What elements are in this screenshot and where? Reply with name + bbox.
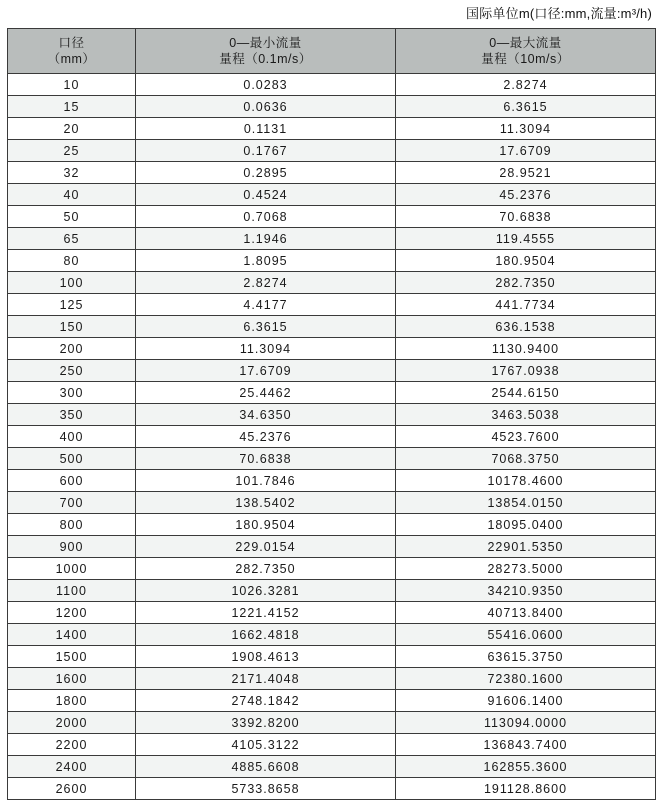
cell-min-flow: 4105.3122 — [136, 734, 396, 756]
cell-diameter: 1600 — [8, 668, 136, 690]
cell-min-flow: 1.8095 — [136, 250, 396, 272]
cell-diameter: 1400 — [8, 624, 136, 646]
column-header-min-flow-line2: 量程（0.1m/s） — [219, 52, 312, 66]
cell-min-flow: 2748.1842 — [136, 690, 396, 712]
cell-min-flow: 2171.4048 — [136, 668, 396, 690]
cell-max-flow: 4523.7600 — [396, 426, 656, 448]
cell-max-flow: 1130.9400 — [396, 338, 656, 360]
column-header-max-flow-line1: 0—最大流量 — [489, 36, 562, 50]
cell-min-flow: 0.2895 — [136, 162, 396, 184]
cell-min-flow: 25.4462 — [136, 382, 396, 404]
cell-diameter: 32 — [8, 162, 136, 184]
cell-diameter: 400 — [8, 426, 136, 448]
cell-max-flow: 180.9504 — [396, 250, 656, 272]
cell-max-flow: 7068.3750 — [396, 448, 656, 470]
cell-max-flow: 13854.0150 — [396, 492, 656, 514]
table-row — [8, 558, 656, 580]
table-body — [8, 74, 656, 800]
cell-diameter: 1200 — [8, 602, 136, 624]
cell-max-flow: 22901.5350 — [396, 536, 656, 558]
cell-diameter: 900 — [8, 536, 136, 558]
table-row — [8, 360, 656, 382]
cell-diameter: 500 — [8, 448, 136, 470]
cell-min-flow: 45.2376 — [136, 426, 396, 448]
cell-diameter: 1500 — [8, 646, 136, 668]
cell-max-flow: 441.7734 — [396, 294, 656, 316]
cell-min-flow: 1026.3281 — [136, 580, 396, 602]
column-header-diameter-line2: （mm） — [47, 52, 96, 66]
cell-min-flow: 3392.8200 — [136, 712, 396, 734]
column-header-max-flow-line2: 量程（10m/s） — [481, 52, 570, 66]
cell-max-flow: 282.7350 — [396, 272, 656, 294]
cell-max-flow: 2544.6150 — [396, 382, 656, 404]
table-row — [8, 118, 656, 140]
cell-diameter: 300 — [8, 382, 136, 404]
table-header — [8, 29, 656, 74]
cell-diameter: 1800 — [8, 690, 136, 712]
column-header-diameter — [8, 29, 136, 74]
cell-min-flow: 138.5402 — [136, 492, 396, 514]
cell-max-flow: 40713.8400 — [396, 602, 656, 624]
table-row — [8, 140, 656, 162]
table-row — [8, 536, 656, 558]
table-row — [8, 250, 656, 272]
cell-diameter: 350 — [8, 404, 136, 426]
cell-diameter: 150 — [8, 316, 136, 338]
table-row — [8, 602, 656, 624]
table-row — [8, 580, 656, 602]
cell-diameter: 1100 — [8, 580, 136, 602]
table-row — [8, 96, 656, 118]
cell-min-flow: 5733.8658 — [136, 778, 396, 800]
column-header-diameter-line1: 口径 — [58, 36, 85, 50]
table-header-row — [8, 29, 656, 74]
cell-diameter: 700 — [8, 492, 136, 514]
cell-max-flow: 1767.0938 — [396, 360, 656, 382]
table-row — [8, 646, 656, 668]
cell-max-flow: 63615.3750 — [396, 646, 656, 668]
cell-max-flow: 636.1538 — [396, 316, 656, 338]
cell-diameter: 1000 — [8, 558, 136, 580]
cell-diameter: 15 — [8, 96, 136, 118]
cell-diameter: 2000 — [8, 712, 136, 734]
cell-diameter: 80 — [8, 250, 136, 272]
table-row — [8, 228, 656, 250]
cell-max-flow: 6.3615 — [396, 96, 656, 118]
cell-min-flow: 0.7068 — [136, 206, 396, 228]
cell-max-flow: 70.6838 — [396, 206, 656, 228]
table-caption: 国际单位m(口径:mm,流量:m³/h) — [466, 6, 652, 21]
cell-min-flow: 34.6350 — [136, 404, 396, 426]
column-header-max-flow — [396, 29, 656, 74]
cell-max-flow: 55416.0600 — [396, 624, 656, 646]
cell-min-flow: 0.0283 — [136, 74, 396, 96]
table-row — [8, 162, 656, 184]
cell-min-flow: 2.8274 — [136, 272, 396, 294]
table-row — [8, 756, 656, 778]
cell-max-flow: 162855.3600 — [396, 756, 656, 778]
table-row — [8, 294, 656, 316]
table-row — [8, 624, 656, 646]
table-row — [8, 734, 656, 756]
cell-min-flow: 17.6709 — [136, 360, 396, 382]
table-row — [8, 426, 656, 448]
cell-max-flow: 72380.1600 — [396, 668, 656, 690]
cell-min-flow: 0.1767 — [136, 140, 396, 162]
cell-min-flow: 1221.4152 — [136, 602, 396, 624]
cell-max-flow: 11.3094 — [396, 118, 656, 140]
table-row — [8, 404, 656, 426]
cell-min-flow: 70.6838 — [136, 448, 396, 470]
column-header-min-flow-line1: 0—最小流量 — [229, 36, 302, 50]
cell-max-flow: 28.9521 — [396, 162, 656, 184]
cell-max-flow: 10178.4600 — [396, 470, 656, 492]
cell-diameter: 10 — [8, 74, 136, 96]
cell-max-flow: 119.4555 — [396, 228, 656, 250]
table-row — [8, 778, 656, 800]
column-header-min-flow — [136, 29, 396, 74]
cell-min-flow: 1908.4613 — [136, 646, 396, 668]
cell-max-flow: 191128.8600 — [396, 778, 656, 800]
table-row — [8, 338, 656, 360]
cell-max-flow: 28273.5000 — [396, 558, 656, 580]
table-row — [8, 184, 656, 206]
cell-diameter: 125 — [8, 294, 136, 316]
cell-diameter: 2400 — [8, 756, 136, 778]
cell-min-flow: 6.3615 — [136, 316, 396, 338]
cell-max-flow: 2.8274 — [396, 74, 656, 96]
cell-diameter: 100 — [8, 272, 136, 294]
cell-diameter: 2200 — [8, 734, 136, 756]
cell-max-flow: 91606.1400 — [396, 690, 656, 712]
cell-max-flow: 45.2376 — [396, 184, 656, 206]
table-row — [8, 712, 656, 734]
table-row — [8, 668, 656, 690]
cell-min-flow: 1662.4818 — [136, 624, 396, 646]
table-row — [8, 470, 656, 492]
table-row — [8, 382, 656, 404]
table-row — [8, 74, 656, 96]
cell-min-flow: 0.0636 — [136, 96, 396, 118]
cell-max-flow: 136843.7400 — [396, 734, 656, 756]
cell-diameter: 600 — [8, 470, 136, 492]
cell-min-flow: 180.9504 — [136, 514, 396, 536]
cell-diameter: 800 — [8, 514, 136, 536]
cell-min-flow: 11.3094 — [136, 338, 396, 360]
cell-min-flow: 0.1131 — [136, 118, 396, 140]
table-row — [8, 514, 656, 536]
cell-min-flow: 101.7846 — [136, 470, 396, 492]
cell-diameter: 65 — [8, 228, 136, 250]
cell-diameter: 25 — [8, 140, 136, 162]
cell-min-flow: 4.4177 — [136, 294, 396, 316]
cell-min-flow: 282.7350 — [136, 558, 396, 580]
cell-max-flow: 18095.0400 — [396, 514, 656, 536]
flow-range-table — [7, 28, 656, 800]
table-row — [8, 206, 656, 228]
cell-min-flow: 4885.6608 — [136, 756, 396, 778]
table-row — [8, 448, 656, 470]
cell-diameter: 20 — [8, 118, 136, 140]
cell-diameter: 2600 — [8, 778, 136, 800]
table-row — [8, 690, 656, 712]
cell-min-flow: 229.0154 — [136, 536, 396, 558]
cell-min-flow: 0.4524 — [136, 184, 396, 206]
cell-diameter: 40 — [8, 184, 136, 206]
table-row — [8, 316, 656, 338]
table-row — [8, 492, 656, 514]
cell-min-flow: 1.1946 — [136, 228, 396, 250]
cell-diameter: 250 — [8, 360, 136, 382]
cell-max-flow: 113094.0000 — [396, 712, 656, 734]
cell-max-flow: 17.6709 — [396, 140, 656, 162]
cell-max-flow: 3463.5038 — [396, 404, 656, 426]
cell-diameter: 50 — [8, 206, 136, 228]
table-row — [8, 272, 656, 294]
cell-diameter: 200 — [8, 338, 136, 360]
cell-max-flow: 34210.9350 — [396, 580, 656, 602]
